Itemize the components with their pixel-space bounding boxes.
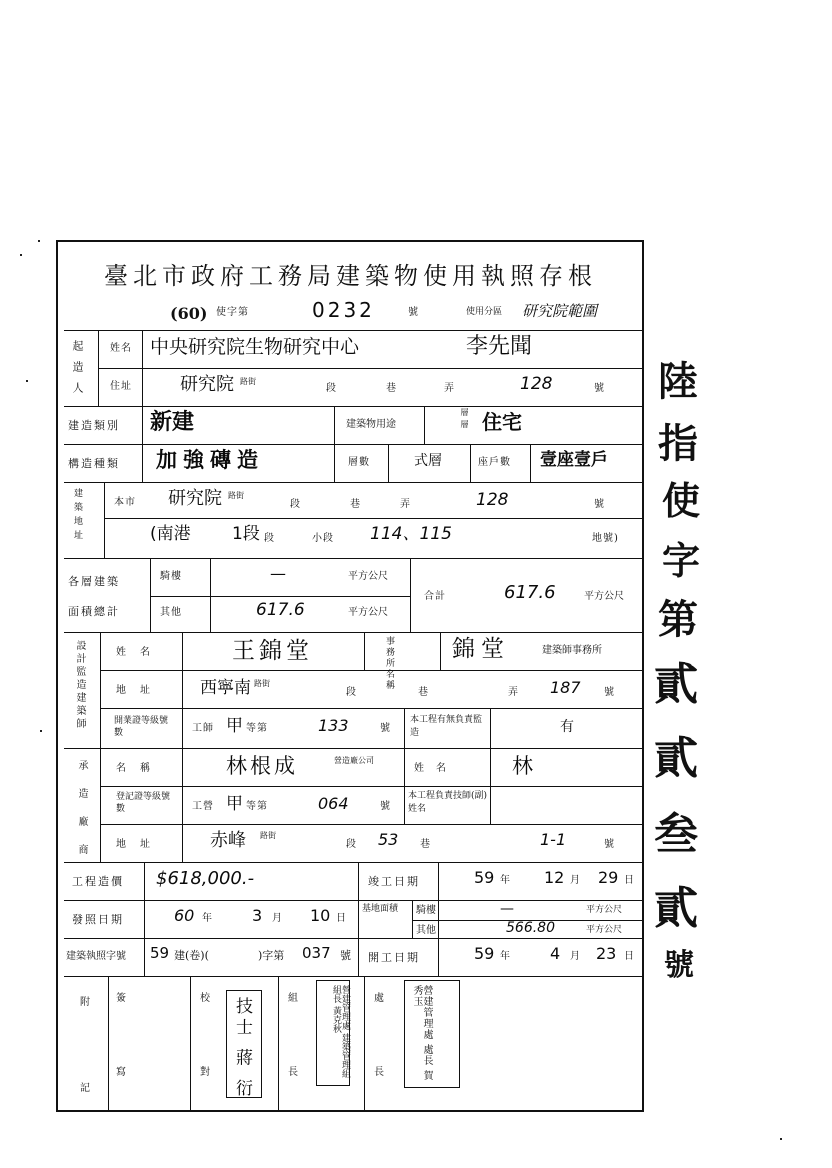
contractor-reg-mid: 等第 <box>246 801 268 812</box>
contractor-lane-label: 段 <box>346 839 357 850</box>
section-chief-stamp <box>316 980 350 1086</box>
site-city: 本市 <box>114 497 136 508</box>
completion-label: 竣工日期 <box>368 875 420 888</box>
contractor-addr-suffix: 路街 <box>260 831 276 840</box>
units-label: 座戶數 <box>478 457 511 468</box>
edge-char: 叁 <box>654 809 698 860</box>
building-type-value: 新建 <box>150 410 195 435</box>
structure-label: 構造種類 <box>68 457 120 470</box>
edge-char: 指 <box>658 420 698 467</box>
completion-year: 59 <box>474 868 495 887</box>
designer-hao: 號 <box>604 687 615 698</box>
designer-name-label: 姓名 <box>116 647 164 658</box>
area-total-label: 合計 <box>424 591 446 602</box>
initiator-addr-road: 研究院 <box>180 374 234 395</box>
permit-hao: 號 <box>340 949 351 962</box>
designer-reg-grade: 甲 <box>226 716 243 736</box>
contractor-person-label: 姓名 <box>414 763 458 774</box>
license-label: 使字第 <box>216 307 249 318</box>
edge-char: 使 <box>662 478 701 523</box>
site-alley-label: 巷 <box>350 499 361 510</box>
site-sec-label: 段 <box>264 533 275 544</box>
designer-section-label: 設計監造建築師 <box>74 640 85 731</box>
zone-value: 研究院範圍 <box>522 302 598 320</box>
initiator-section-label: 起造人 <box>71 340 84 403</box>
approval-zhang: 長 <box>288 1067 299 1078</box>
technician-stamp <box>226 990 262 1098</box>
cost-value: $618,000.- <box>156 868 255 889</box>
section-chief-stamp-text: 營建管理處 建築管理組 組長 黃克秋 <box>331 985 350 1078</box>
site-small-sec: 小段 <box>312 533 334 544</box>
designer-reg-label: 開業證等級號數 <box>114 716 169 738</box>
building-floor-label: 層層 <box>460 408 469 432</box>
scan-speck <box>26 380 28 382</box>
edge-char: 貳 <box>654 659 698 710</box>
issue-month: 3 <box>252 906 263 925</box>
initiator-org: 中央研究院生物研究中心 <box>150 336 360 358</box>
edge-char: 陸 <box>658 358 698 405</box>
initiator-lane-label: 段 <box>326 383 337 394</box>
director-stamp-text: 營建管理處 處長 賀秀玉 <box>411 985 432 1082</box>
completion-month-unit: 月 <box>570 875 581 886</box>
site-nong-label: 弄 <box>400 499 411 510</box>
designer-reg-prefix: 工師 <box>192 723 214 734</box>
site-lots: 114、115 <box>370 524 452 544</box>
contractor-person: 林 <box>512 754 533 778</box>
base-arcade-unit: 平方公尺 <box>586 905 623 915</box>
site-road-suffix: 路街 <box>228 491 244 500</box>
completion-year-unit: 年 <box>500 875 511 886</box>
area-total-unit: 平方公尺 <box>584 591 624 602</box>
site-num: 128 <box>476 490 509 510</box>
designer-num: 187 <box>550 678 581 697</box>
scan-speck <box>20 254 22 256</box>
area-total-value: 617.6 <box>504 582 556 603</box>
designer-reg-mid: 等第 <box>246 723 268 734</box>
contractor-reg-num: 064 <box>318 794 349 813</box>
start-year-unit: 年 <box>500 951 511 962</box>
contractor-reg-prefix: 工營 <box>192 801 214 812</box>
designer-nong-label: 弄 <box>508 687 519 698</box>
designer-resp-label: 本工程有無負責監造 <box>410 715 483 738</box>
contractor-hao: 號 <box>604 839 615 850</box>
start-year: 59 <box>474 944 495 963</box>
completion-day-unit: 日 <box>624 875 635 886</box>
site-sec: 1段 <box>232 524 260 544</box>
initiator-addr-label: 住址 <box>110 381 132 392</box>
director-stamp <box>404 980 460 1088</box>
base-other-unit: 平方公尺 <box>586 925 623 935</box>
structure-value: 加強磚造 <box>156 448 264 472</box>
contractor-name-label: 名稱 <box>116 763 164 774</box>
site-road: 研究院 <box>168 488 222 509</box>
contractor-name-suffix: 營造廠公司 <box>334 756 374 765</box>
designer-office-label: 事務所名稱 <box>384 636 394 691</box>
initiator-person: 李先聞 <box>466 334 533 359</box>
license-year: (60) <box>170 304 208 323</box>
technician-stamp-text: 技士 蔣 衍 <box>232 997 252 1100</box>
issue-month-unit: 月 <box>272 913 283 924</box>
building-type-label: 建造類別 <box>68 419 120 432</box>
scan-speck <box>780 1138 782 1140</box>
designer-addr: 西寧南 <box>200 678 251 698</box>
site-lane-label: 段 <box>290 499 301 510</box>
contractor-reg-label: 登記證等級號數 <box>116 792 171 814</box>
contractor-hao-num: 1-1 <box>540 830 567 849</box>
start-month-unit: 月 <box>570 951 581 962</box>
contractor-alley-label: 巷 <box>420 839 431 850</box>
site-lot-label: 地號) <box>592 533 619 544</box>
approval-qian: 簽 <box>116 993 127 1004</box>
start-day-unit: 日 <box>624 951 635 962</box>
base-other-label: 其他 <box>416 925 436 936</box>
contractor-addr-label: 地址 <box>116 839 164 850</box>
contractor-name: 林根成 <box>226 754 298 778</box>
contractor-addr: 赤峰 <box>210 830 246 851</box>
area-arcade-value: — <box>270 564 286 583</box>
initiator-alley-label: 巷 <box>386 383 397 394</box>
edge-char: 號 <box>664 948 694 983</box>
start-label: 開工日期 <box>368 951 420 964</box>
approval-chu: 處 <box>374 993 385 1004</box>
contractor-tech-label: 本工程負責技師(副)姓名 <box>408 791 488 814</box>
base-arcade-label: 騎樓 <box>416 905 436 916</box>
designer-reg-hao: 號 <box>380 723 391 734</box>
initiator-num: 128 <box>520 374 553 394</box>
area-label-bottom: 面積總計 <box>68 605 120 618</box>
contractor-num: 53 <box>378 830 399 849</box>
completion-day: 29 <box>598 868 619 887</box>
start-month: 4 <box>550 944 561 963</box>
license-number: 0232 <box>312 298 375 322</box>
scan-speck <box>40 730 42 732</box>
designer-addr-suffix: 路街 <box>254 679 270 688</box>
base-area-label: 基地面積 <box>362 904 399 914</box>
initiator-nong-label: 弄 <box>444 383 455 394</box>
site-hao: 號 <box>594 499 605 510</box>
approval-jiao: 校 <box>200 993 211 1004</box>
zone-label: 使用分區 <box>466 307 503 317</box>
units-value: 壹座壹戶 <box>540 450 608 470</box>
area-arcade-unit: 平方公尺 <box>348 571 388 582</box>
designer-addr-label: 地址 <box>116 685 164 696</box>
designer-office-suffix: 建築師事務所 <box>542 645 602 656</box>
initiator-name-label: 姓名 <box>110 343 132 354</box>
edge-char: 貳 <box>654 733 698 784</box>
approval-zhang2: 長 <box>374 1067 385 1078</box>
start-day: 23 <box>596 944 617 963</box>
designer-alley-label: 巷 <box>418 687 429 698</box>
approval-dui: 對 <box>200 1067 211 1078</box>
scan-speck <box>38 240 40 242</box>
initiator-road-suffix: 路街 <box>240 377 256 386</box>
area-other-unit: 平方公尺 <box>348 607 388 618</box>
approval-ji: 記 <box>80 1083 91 1094</box>
floors-value: 式層 <box>414 453 442 469</box>
cost-label: 工程造價 <box>72 875 124 888</box>
edge-char: 字 <box>662 538 701 583</box>
building-use-label: 建築物用途 <box>346 419 396 430</box>
floors-label: 層數 <box>348 457 370 468</box>
designer-resp-value: 有 <box>560 719 574 735</box>
edge-char: 貳 <box>654 883 698 934</box>
area-other-label: 其他 <box>160 607 182 618</box>
permit-year: 59 <box>150 944 170 962</box>
designer-name: 王錦堂 <box>232 638 313 664</box>
permit-mid2: )字第 <box>258 949 285 962</box>
designer-reg-num: 133 <box>318 716 349 735</box>
building-use-value: 住宅 <box>482 410 522 434</box>
designer-lane-label: 段 <box>346 687 357 698</box>
license-form-frame <box>56 240 644 1112</box>
base-arcade-value: — <box>500 901 514 917</box>
contractor-reg-grade: 甲 <box>226 794 243 814</box>
site-district: (南港 <box>150 524 191 544</box>
form-title: 臺北市政府工務局建築物使用執照存根 <box>104 262 597 290</box>
area-other-value: 617.6 <box>256 600 305 620</box>
area-arcade-label: 騎樓 <box>160 571 182 582</box>
base-other-value: 566.80 <box>506 920 555 936</box>
permit-mid: 建(卷)( <box>174 949 209 962</box>
initiator-hao: 號 <box>594 383 605 394</box>
contractor-section-label: 承造廠商 <box>76 760 87 872</box>
issue-label: 發照日期 <box>72 913 124 926</box>
edge-char: 第 <box>658 596 698 643</box>
issue-day: 10 <box>310 906 331 925</box>
approval-xie: 寫 <box>116 1067 127 1078</box>
license-suffix: 號 <box>408 307 419 318</box>
area-label-top: 各層建築 <box>68 575 120 588</box>
issue-year: 60 <box>174 906 195 925</box>
approval-zu: 組 <box>288 993 299 1004</box>
permit-label: 建築執照字號 <box>66 951 126 962</box>
designer-office: 錦堂 <box>452 636 510 662</box>
issue-day-unit: 日 <box>336 913 347 924</box>
permit-num: 037 <box>302 944 331 962</box>
site-section-label: 建築地址 <box>72 488 82 544</box>
contractor-reg-hao: 號 <box>380 801 391 812</box>
approval-fu: 附 <box>80 997 91 1008</box>
completion-month: 12 <box>544 868 565 887</box>
issue-year-unit: 年 <box>202 913 213 924</box>
